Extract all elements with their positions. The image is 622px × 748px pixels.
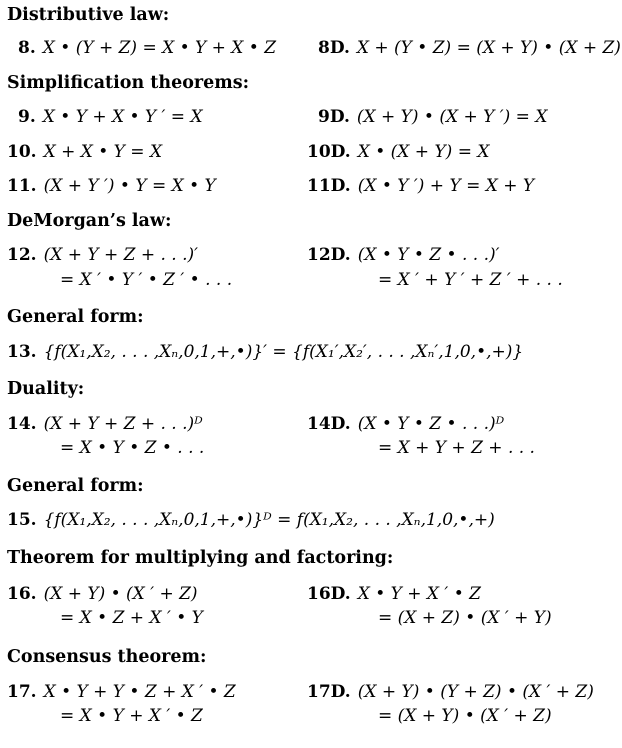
theorem-14 [7,413,203,435]
theorem-number: 12D. [307,245,351,265]
theorem-expression: = X ′ + Y ′ + Z ′ + . . . [378,270,563,290]
theorem-expression: = X • Z + X ′ • Y [60,608,203,628]
theorem-expression: (X + Y + Z + . . .)ᴰ [43,414,203,434]
theorem-17 [7,681,236,703]
theorem-14d-continuation [378,437,535,459]
theorem-expression: X • (X + Y) = X [357,142,490,162]
theorem-expression: X • Y + X ′ • Z [357,584,481,604]
theorem-11d [307,175,534,197]
theorem-expression: X • Y + X • Y ′ = X [42,107,203,127]
theorem-number: 13. [7,342,37,362]
theorem-16-continuation [60,607,203,629]
theorem-expression: X + (Y • Z) = (X + Y) • (X + Z) [356,38,621,58]
theorem-12 [7,244,198,266]
theorem-17d [307,681,594,703]
theorem-expression: X • (Y + Z) = X • Y + X • Z [42,38,277,58]
simplification-heading: Simplification theorems: [7,73,250,93]
theorem-number: 10. [7,142,37,162]
theorem-number: 15. [7,510,37,530]
theorem-expression: = (X + Z) • (X ′ + Y) [378,608,552,628]
theorem-14d [307,413,504,435]
theorem-expression: (X • Y • Z • . . .)′ [357,245,500,265]
theorem-number: 10D. [307,142,351,162]
theorem-number: 12. [7,245,37,265]
theorem-number: 11D. [307,176,351,196]
theorem-expression: (X + Y + Z + . . .)′ [43,245,199,265]
theorem-number: 16D. [307,584,351,604]
theorem-expression: = X + Y + Z + . . . [378,438,535,458]
theorem-12d-continuation [378,269,563,291]
theorem-expression: (X + Y) • (X ′ + Z) [43,584,198,604]
general-form-heading: General form: [7,307,144,327]
theorem-17-continuation [60,705,203,727]
theorem-expression: X + X • Y = X [43,142,163,162]
theorem-number: 9D. [318,107,350,127]
theorem-expression: X • Y + Y • Z + X ′ • Z [43,682,236,702]
distributive-law-heading: Distributive law: [7,5,170,25]
theorem-12d [307,244,500,266]
theorem-expression: = (X + Y) • (X ′ + Z) [378,706,552,726]
theorem-expression: (X + Y) • (Y + Z) • (X ′ + Z) [357,682,594,702]
theorem-number: 14D. [307,414,351,434]
theorem-number: 14. [7,414,37,434]
theorem-16d [307,583,481,605]
theorem-9 [18,106,203,128]
consensus-heading: Consensus theorem: [7,647,207,667]
theorem-expression: (X + Y ′) • Y = X • Y [43,176,216,196]
theorem-10 [7,141,162,163]
theorem-number: 16. [7,584,37,604]
theorem-expression: (X • Y • Z • . . .)ᴰ [357,414,505,434]
duality-heading: Duality: [7,379,85,399]
theorem-15 [7,509,495,531]
theorem-expression: = X ′ • Y ′ • Z ′ • . . . [60,270,233,290]
theorem-expression: (X + Y) • (X + Y ′) = X [356,107,548,127]
theorem-expression: (X • Y ′) + Y = X + Y [357,176,535,196]
theorem-9d [318,106,547,128]
theorem-number: 9. [18,107,36,127]
general-form-heading: General form: [7,476,144,496]
theorem-number: 11. [7,176,37,196]
theorem-13 [7,341,523,363]
theorem-expression: {f(X₁,X₂, . . . ,Xₙ,0,1,+,•)}′ = {f(X₁′,X₂′, . . . ,Xₙ′,1,0,•,+)} [43,342,524,362]
theorem-10d [307,141,489,163]
multiplying-factoring-heading: Theorem for multiplying and factoring: [7,548,394,568]
theorem-8 [18,37,276,59]
theorem-8d [318,37,621,59]
theorem-expression: {f(X₁,X₂, . . . ,Xₙ,0,1,+,•)}ᴰ = f(X₁,X₂, . . . ,Xₙ,1,0,•,+) [43,510,495,530]
theorem-number: 8. [18,38,36,58]
theorem-16d-continuation [378,607,552,629]
theorem-17d-continuation [378,705,552,727]
theorem-16 [7,583,198,605]
demorgan-heading: DeMorgan’s law: [7,211,172,231]
theorem-expression: = X • Y + X ′ • Z [60,706,203,726]
theorem-number: 8D. [318,38,350,58]
theorem-number: 17D. [307,682,351,702]
theorem-expression: = X • Y • Z • . . . [60,438,205,458]
theorem-number: 17. [7,682,37,702]
theorem-12-continuation [60,269,232,291]
theorem-11 [7,175,216,197]
theorem-14-continuation [60,437,204,459]
